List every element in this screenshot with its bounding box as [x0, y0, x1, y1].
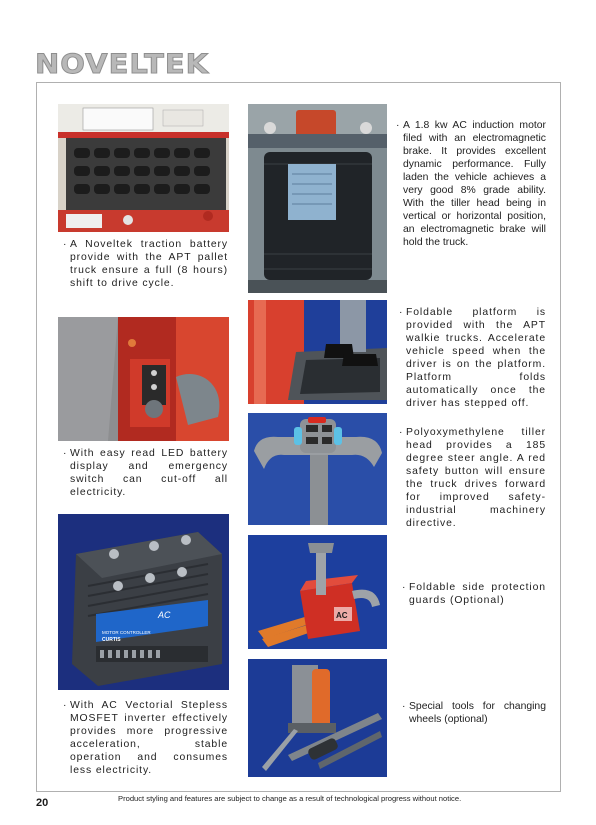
bullet-mark: · — [399, 427, 403, 438]
bullet-mark: · — [63, 239, 67, 250]
controller-caption-text: With AC Vectorial Stepless MOSFET inverter effectively provides more progressive acceleration, stable operation and consumes less electricity. — [70, 700, 228, 776]
tiller-caption-text: Polyoxymethylene tiller head provides a 185 degree steer angle. A red safety button will ensure the truck drives forward for improved safety-industrial machinery directive. — [406, 427, 546, 529]
controller-panel-label: MOTOR CONTROLLER — [102, 630, 151, 635]
bullet-mark: · — [399, 307, 403, 318]
guards-caption — [402, 581, 546, 607]
truck-ac-badge: AC — [336, 611, 348, 620]
platform-photo — [248, 300, 387, 404]
motor-caption-text: A 1.8 kw AC induction motor filed with an electromagnetic brake. It provides excellent dynamic performance. Fully laden the vehicle achieves a very good 8% grade ability. With the tiller head being in vertical or horizontal position, an electromagnetic brake will hold the truck. — [403, 120, 546, 248]
bullet-mark: · — [63, 700, 67, 711]
motor-photo — [248, 104, 387, 293]
battery-caption-text: A Noveltek traction battery provide with the APT pallet truck ensure a full (8 hours) shift to drive cycle. — [70, 239, 228, 289]
bullet-mark: · — [402, 582, 406, 593]
battery-photo — [58, 104, 229, 232]
tools-caption-text: Special tools for changing wheels (optional) — [409, 701, 546, 725]
brand-logo: NOVELTEK — [35, 48, 210, 80]
tools-caption — [402, 700, 546, 726]
platform-caption — [399, 306, 546, 410]
platform-caption-text: Foldable platform is provided with the APT walkie trucks. Accelerate vehicle speed when the driver is on the platform. Platform folds automatically once the driver has stepped off. — [406, 307, 546, 409]
bullet-mark: · — [402, 701, 406, 712]
tiller-head-photo — [248, 413, 387, 525]
side-guards-photo — [248, 535, 387, 649]
page-number: 20 — [36, 797, 49, 809]
tiller-caption — [399, 426, 546, 530]
motor-controller-photo — [58, 514, 229, 690]
tools-photo — [248, 659, 387, 777]
led-display-photo — [58, 317, 229, 441]
footer-note: Product styling and features are subject to change as a result of technological progress without notice. — [118, 794, 462, 803]
motor-caption — [396, 119, 546, 249]
guards-caption-text: Foldable side protection guards (Optional) — [409, 582, 546, 606]
led-caption-text: With easy read LED battery display and emergency switch can cut-off all electricity. — [70, 448, 228, 498]
controller-brand-label: CURTIS — [102, 637, 121, 643]
bullet-mark: · — [396, 120, 400, 131]
controller-caption — [63, 699, 228, 777]
battery-caption — [63, 238, 228, 290]
led-caption — [63, 447, 228, 499]
controller-ac-label: AC — [158, 610, 171, 620]
bullet-mark: · — [63, 448, 67, 459]
